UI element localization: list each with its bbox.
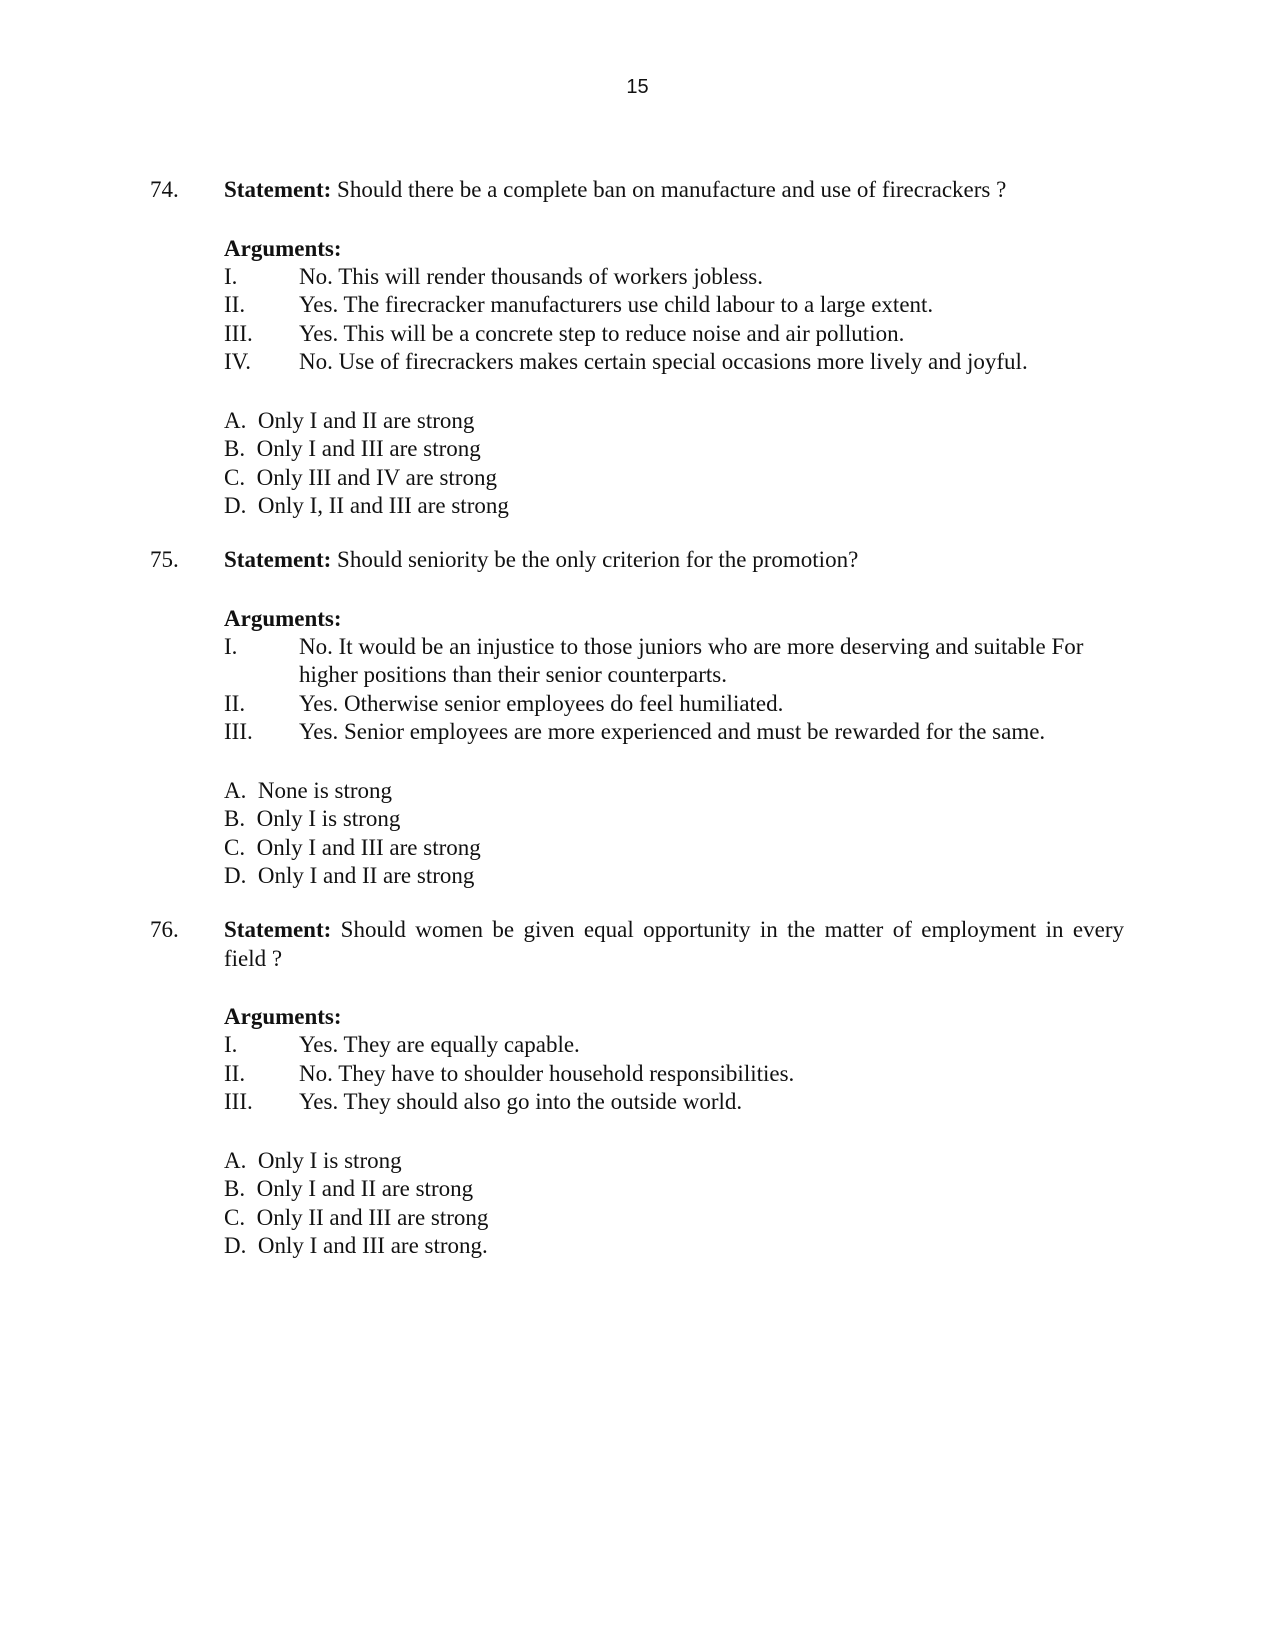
answer-option: D. Only I, II and III are strong (224, 493, 509, 518)
question-body (224, 176, 1124, 521)
argument-number: II. (224, 690, 246, 716)
answer-option: C. Only II and III are strong (224, 1204, 489, 1230)
argument-text: Yes. This will be a concrete step to reduce noise and air pollution. (299, 320, 905, 346)
argument-number: I. (224, 633, 238, 659)
argument-item (224, 291, 1124, 320)
arguments-heading: Arguments: (224, 235, 342, 261)
answer-option: C. Only I and III are strong (224, 834, 481, 860)
answer-option: D. Only I and II are strong (224, 863, 475, 888)
question-number: 75. (150, 547, 179, 572)
statement-text: Should women be given equal opportunity in the matter of employment in every field ? (224, 917, 1124, 971)
statement-label: Statement: (224, 177, 332, 202)
argument-text: No. Use of firecrackers makes certain special occasions more lively and joyful. (299, 349, 1028, 374)
argument-text: Yes. They should also go into the outside world. (299, 1089, 743, 1114)
argument-text: Yes. Senior employees are more experienced and must be rewarded for the same. (299, 719, 1046, 744)
argument-text: No. It would be an injustice to those juniors who are more deserving and suitable For higher positions than their senior counterparts. (299, 633, 1084, 687)
argument-number: IV. (224, 349, 252, 374)
question-body (224, 546, 1124, 891)
answer-option: A. None is strong (224, 777, 393, 803)
statement (224, 546, 1124, 575)
statement-label: Statement: (224, 547, 332, 572)
answer-option: A. Only I is strong (224, 1147, 402, 1173)
answer-option: B. Only I and III are strong (224, 436, 481, 461)
statement (224, 916, 1124, 973)
question-number: 76. (150, 917, 179, 942)
argument-number: II. (224, 292, 246, 317)
argument-number: II. (224, 1060, 246, 1086)
statement-text: Should seniority be the only criterion for the promotion? (331, 547, 859, 572)
argument-item (224, 1088, 1124, 1117)
answer-options (224, 407, 1124, 521)
argument-item (224, 320, 1124, 349)
argument-item (224, 1031, 1124, 1060)
argument-item (224, 690, 1124, 719)
answer-option: A. Only I and II are strong (224, 407, 475, 433)
argument-text: Yes. The firecracker manufacturers use child labour to a large extent. (299, 292, 934, 317)
answer-options (224, 1147, 1124, 1261)
arguments-heading: Arguments: (224, 1004, 342, 1029)
argument-text: No. This will render thousands of workers jobless. (299, 263, 763, 289)
statement-text: Should there be a complete ban on manufacture and use of firecrackers ? (331, 177, 1007, 202)
argument-item (224, 263, 1124, 292)
argument-number: III. (224, 1089, 253, 1114)
argument-item (224, 1060, 1124, 1089)
question-body (224, 916, 1124, 1261)
answer-option: B. Only I and II are strong (224, 1176, 474, 1201)
argument-item (224, 718, 1124, 747)
statement-label: Statement: (224, 917, 332, 942)
argument-item (224, 348, 1124, 377)
question-number: 74. (150, 177, 179, 202)
argument-number: I. (224, 1032, 238, 1057)
page-number: 15 (626, 76, 649, 98)
answer-option: B. Only I is strong (224, 806, 401, 831)
argument-number: III. (224, 719, 253, 744)
argument-number: I. (224, 263, 238, 289)
answer-options (224, 777, 1124, 891)
argument-number: III. (224, 320, 253, 346)
statement (224, 176, 1124, 205)
argument-item (224, 633, 1124, 690)
argument-text: Yes. Otherwise senior employees do feel humiliated. (299, 690, 784, 716)
answer-option: D. Only I and III are strong. (224, 1233, 488, 1258)
argument-text: No. They have to shoulder household responsibilities. (299, 1060, 795, 1086)
answer-option: C. Only III and IV are strong (224, 464, 497, 490)
arguments-heading: Arguments: (224, 605, 342, 631)
argument-text: Yes. They are equally capable. (299, 1032, 580, 1057)
